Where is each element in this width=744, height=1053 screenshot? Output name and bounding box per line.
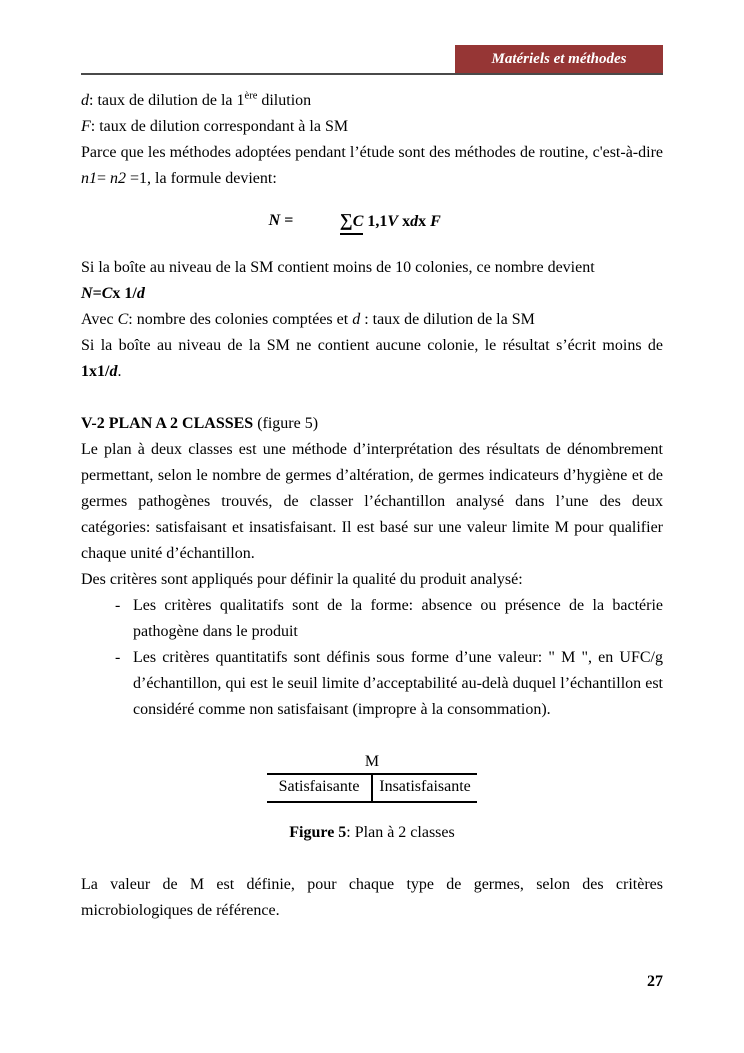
ncd-d: d	[136, 285, 145, 302]
ncd-eq: =	[92, 285, 102, 302]
bullet-text: Les critères qualitatifs sont de la forme: absence ou présence de la bactérie pathogène dans le produit	[133, 597, 663, 640]
figure-m-label: M	[364, 753, 380, 770]
denominator-f: F	[430, 213, 441, 230]
section-banner	[455, 45, 663, 73]
none-period: .	[117, 363, 122, 380]
bullet-dash: -	[115, 597, 121, 614]
ncd-x: x	[112, 285, 125, 302]
denominator-x2: x	[418, 213, 431, 230]
denominator-d: d	[410, 213, 419, 230]
formula-fraction	[305, 210, 475, 231]
figure-caption-label: Figure 5	[289, 824, 347, 841]
formula-variable-n: N	[268, 211, 281, 229]
formula-equals: =	[280, 211, 294, 229]
avec-text-1: Avec	[81, 311, 118, 328]
formula-numerator-c: C	[352, 213, 364, 230]
page-header	[81, 45, 663, 75]
formula-numerator	[339, 210, 364, 235]
none-value: 1x1/	[81, 363, 110, 380]
ncd-n: N	[81, 285, 93, 302]
line-si-boite-10: Si la boîte au niveau de la SM contient moins de 10 colonies, ce nombre devient	[81, 259, 595, 276]
denominator-v: V	[387, 213, 399, 230]
definition-d-text: : taux de dilution de la 1	[89, 92, 245, 109]
page-number: 27	[647, 973, 663, 990]
none-text-1: Si la boîte au niveau de la SM ne contient aucune colonie, le résultat s’écrit moins de	[81, 337, 663, 354]
section-heading-ref: (figure 5)	[253, 415, 319, 432]
definition-line-d	[81, 88, 663, 114]
variable-d: d	[81, 92, 89, 109]
avec-variable-d: d	[352, 311, 361, 328]
definition-line-f	[81, 114, 663, 140]
line-avec	[81, 307, 663, 333]
section-heading	[81, 411, 663, 437]
section-heading-title: V-2 PLAN A 2 CLASSES	[81, 415, 254, 432]
ncd-c: C	[101, 285, 113, 302]
superscript-ere: ère	[244, 90, 258, 102]
section-banner-label: Matériels et méthodes	[491, 51, 627, 67]
definition-d-tail: dilution	[257, 92, 312, 109]
paragraph-routine	[81, 140, 663, 192]
denominator-coef: 1,1	[367, 213, 388, 230]
variable-n1: n1	[81, 170, 97, 187]
routine-eq: =	[97, 170, 111, 187]
avec-variable-c: C	[117, 311, 129, 328]
page-content	[81, 88, 663, 924]
bullet-item-qualitative	[81, 593, 663, 645]
formula-denominator	[367, 210, 440, 230]
variable-n2: n2	[110, 170, 127, 187]
bullet-text: Les critères quantitatifs sont définis sous forme d’une valeur: " M ", en UFC/g d’échantillon, qui est le seuil limite d’acceptabilité au-delà duquel l’échantillon est considéré comme non satisfaisant (impropre à la consommation).	[133, 649, 663, 718]
formula-lhs	[269, 212, 294, 230]
figure-cell-insatisfaisante: Insatisfaisante	[379, 778, 471, 795]
none-variable-d: d	[109, 363, 118, 380]
figure-caption	[81, 820, 663, 846]
avec-text-2: : nombre des colonies comptées et	[128, 311, 353, 328]
line-n-equals-c	[81, 281, 663, 307]
routine-text-2: =1, la formule devient:	[126, 170, 277, 187]
routine-text-1: Parce que les méthodes adoptées pendant l’étude sont des méthodes de routine, c'est-à-dire	[81, 144, 663, 161]
paragraph-valeur-m: La valeur de M est définie, pour chaque type de germes, selon des critères microbiologiques de référence.	[81, 876, 663, 919]
bullet-dash: -	[115, 649, 121, 666]
definition-f-text: : taux de dilution correspondant à la SM	[90, 118, 349, 135]
ncd-frac: 1/	[124, 285, 137, 302]
line-si-boite-none	[81, 333, 663, 385]
variable-f: F	[81, 118, 91, 135]
figure-caption-text: : Plan à 2 classes	[346, 824, 455, 841]
paragraph-plan: Le plan à deux classes est une méthode d’interprétation des résultats de dénombrement permettant, selon le nombre de germes d’altération, de germes indicateurs d’hygiène et de germes pathogènes trouvés, de classer l’échantillon analysé dans l’une des deux catégories: satisfaisant et insatisfaisant. Il est basé sur une valeur limite M pour qualifier chaque unité d’échantillon.	[81, 441, 663, 562]
denominator-x1: x	[398, 213, 411, 230]
figure-table	[267, 751, 477, 803]
formula-block	[81, 210, 663, 231]
bullet-item-quantitative	[81, 645, 663, 723]
line-criteria-intro: Des critères sont appliqués pour définir la qualité du produit analysé:	[81, 571, 523, 588]
figure-cell-satisfaisante: Satisfaisante	[267, 775, 373, 801]
figure-table-row	[267, 773, 477, 803]
sigma-symbol: ∑	[339, 210, 353, 230]
avec-text-3: : taux de dilution de la SM	[360, 311, 535, 328]
